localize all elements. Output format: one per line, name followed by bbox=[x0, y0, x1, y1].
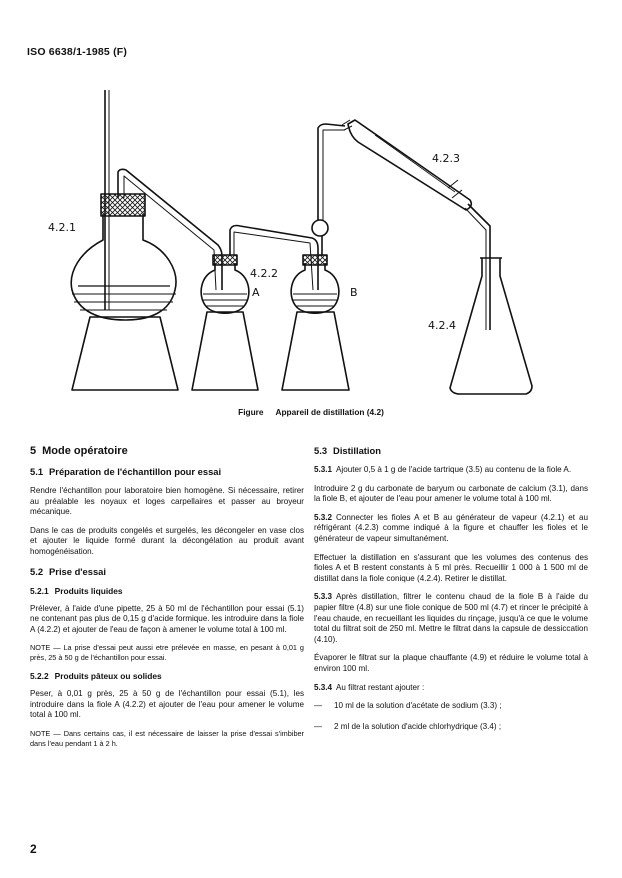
note: NOTE — La prise d'essai peut aussi etre prélevée en masse, en pesant à 0,01 g près, 25 à 50 g de l'échantillon pour essai. bbox=[30, 643, 304, 663]
section-5-3-heading: 5.3 Distillation bbox=[314, 445, 381, 456]
condenser bbox=[348, 120, 471, 210]
apparatus-drawing bbox=[0, 80, 622, 410]
section-5-2-1-heading: 5.2.1 Produits liquides bbox=[30, 585, 123, 596]
conical-flask bbox=[450, 258, 532, 394]
paragraph: 5.3.1 Ajouter 0,5 à 1 g de l'acide tartrique (3.5) au contenu de la fiole A. bbox=[314, 465, 572, 474]
label-4-2-1: 4.2.1 bbox=[48, 221, 76, 234]
label-b: B bbox=[350, 286, 358, 299]
generator-flask bbox=[71, 214, 176, 320]
label-4-2-4: 4.2.4 bbox=[428, 319, 456, 332]
list-item: — 10 ml de la solution d'acétate de sodium (3.3) ; bbox=[314, 701, 502, 711]
document-header: ISO 6638/1-1985 (F) bbox=[27, 46, 128, 58]
section-5-2-heading: 5.2 Prise d'essai bbox=[30, 565, 107, 577]
caption-label: Figure bbox=[238, 407, 264, 417]
stand-2 bbox=[192, 312, 258, 390]
stand-1 bbox=[72, 317, 178, 390]
label-4-2-2: 4.2.2 bbox=[250, 267, 278, 280]
paragraph: Rendre l'échantillon pour laboratoire bien homogène. Si nécessaire, retirer au préalable les noyaux et loges carpellaires et passer au broyeur mécanique. bbox=[30, 486, 304, 517]
right-column bbox=[314, 445, 588, 742]
note: NOTE — Dans certains cas, il est nécessaire de laisser la prise d'essai s'imbiber dans l'eau pendant 1 à 2 h. bbox=[30, 728, 304, 748]
section-5-heading: 5 Mode opératoire bbox=[30, 445, 128, 457]
page-number: 2 bbox=[30, 842, 37, 856]
paragraph: 5.3.2 Connecter les fioles A et B au générateur de vapeur (4.2.1) et au réfrigérant (4.2.3) comme indiqué à la figure et chauffer les fioles et le générateur de vapeur simultanément. bbox=[314, 512, 588, 543]
paragraph: 5.3.4 Au filtrat restant ajouter : bbox=[314, 682, 425, 692]
section-5-1-heading: 5.1 Préparation de l'échantillon pour essai bbox=[30, 466, 222, 477]
figure-caption bbox=[0, 407, 622, 417]
paragraph: Introduire 2 g du carbonate de baryum ou carbonate de calcium (3.1), dans la fiole B, et ajouter de l'eau pour amener le volume total à 100 ml. bbox=[314, 483, 588, 504]
paragraph: Peser, à 0,01 g près, 25 à 50 g de l'échantillon pour essai (5.1), les introduire dans la fiole A (4.2.2) et ajouter de l'eau pour amener le volume total à 100 ml. bbox=[30, 688, 304, 720]
stand-3 bbox=[282, 312, 349, 390]
paragraph: Effectuer la distillation en s'assurant que les volumes des contenus des fioles A et B restent constants à 5 ml près. Recueillir 1 000 à 1 500 ml de distillat dans la fiole conique (4.2.4). Retirer le distillat. bbox=[314, 552, 588, 583]
section-5-2-2-heading: 5.2.2 Produits pâteux ou solides bbox=[30, 670, 162, 681]
paragraph: 5.3.3 Après distillation, filtrer le contenu chaud de la fiole B à l'aide du papier filtre (4.8) sur une fiole conique de 500 ml (4.7) et rincer le précipité à l'eau chaude, en recueillant les liquides du rinçage, jusqu'à ce que le volume total du filtrat soit de 250 ml. Mettre le filtrat dans la capsule de dessiccation (4.10). bbox=[314, 592, 588, 644]
list-item: — 2 ml de la solution d'acide chlorhydrique (3.4) ; bbox=[314, 721, 502, 731]
caption-text: Appareil de distillation (4.2) bbox=[275, 407, 384, 417]
left-column bbox=[30, 445, 304, 756]
paragraph: Évaporer le filtrat sur la plaque chauffante (4.9) et réduire le volume total à environ 100 ml. bbox=[314, 653, 588, 673]
distillation-figure bbox=[0, 80, 622, 410]
label-a: A bbox=[252, 286, 260, 299]
paragraph: Prélever, à l'aide d'une pipette, 25 à 50 ml de l'échantillon pour essai (5.1) ne contenant pas plus de 0,15 g d'acide formique. les introduire dans la fiole A (4.2.2) et ajouter de l'eau de façon à amener le volume total à 100 ml. bbox=[30, 603, 304, 634]
label-4-2-3: 4.2.3 bbox=[432, 152, 460, 165]
generator-stopper bbox=[101, 194, 145, 216]
paragraph: Dans le cas de produits congelés et surgelés, les décongeler en vase clos et ajouter le liquide formé durant la décongélation au produit avant homogénéisation. bbox=[30, 525, 304, 556]
